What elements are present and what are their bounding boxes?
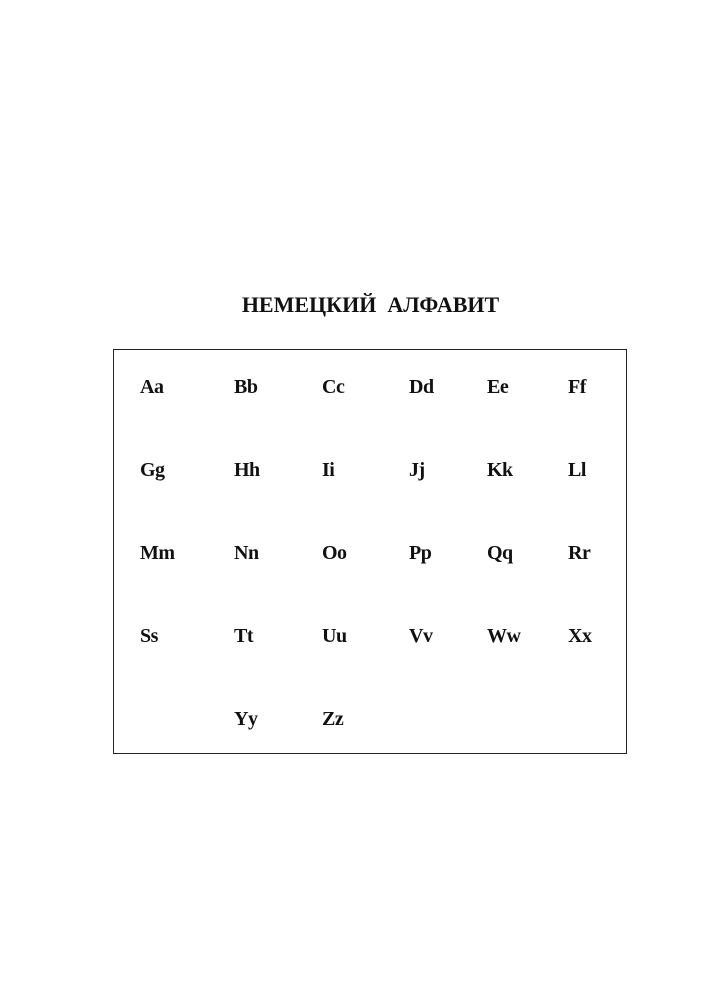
letter-pair: Ss [140,625,158,647]
letter-pair: Nn [234,542,259,564]
letter-pair: Dd [409,376,434,398]
page-title: НЕМЕЦКИЙ АЛФАВИТ [241,292,500,317]
letter-pair: Bb [234,376,258,398]
letter-pair: Gg [140,459,165,481]
letter-pair: Pp [409,542,432,564]
letter-pair: Ee [487,376,509,398]
alphabet-table [113,349,627,754]
letter-pair: Rr [568,542,591,564]
letter-pair: Ff [568,376,586,398]
letter-pair: Qq [487,542,513,564]
letter-pair: Xx [568,625,592,647]
letter-pair: Yy [234,708,258,730]
letter-pair: Jj [409,459,425,481]
letter-pair: Ii [322,459,335,481]
letter-pair: Hh [234,459,260,481]
letter-pair: Mm [140,542,175,564]
letter-pair: Ww [487,625,521,647]
letter-pair: Oo [322,542,347,564]
letter-pair: Vv [409,625,433,647]
letter-pair: Cc [322,376,345,398]
letter-pair: Aa [140,376,164,398]
letter-pair: Kk [487,459,513,481]
letter-pair: Tt [234,625,253,647]
letter-pair: Ll [568,459,586,481]
letter-pair: Uu [322,625,347,647]
letter-pair: Zz [322,708,344,730]
